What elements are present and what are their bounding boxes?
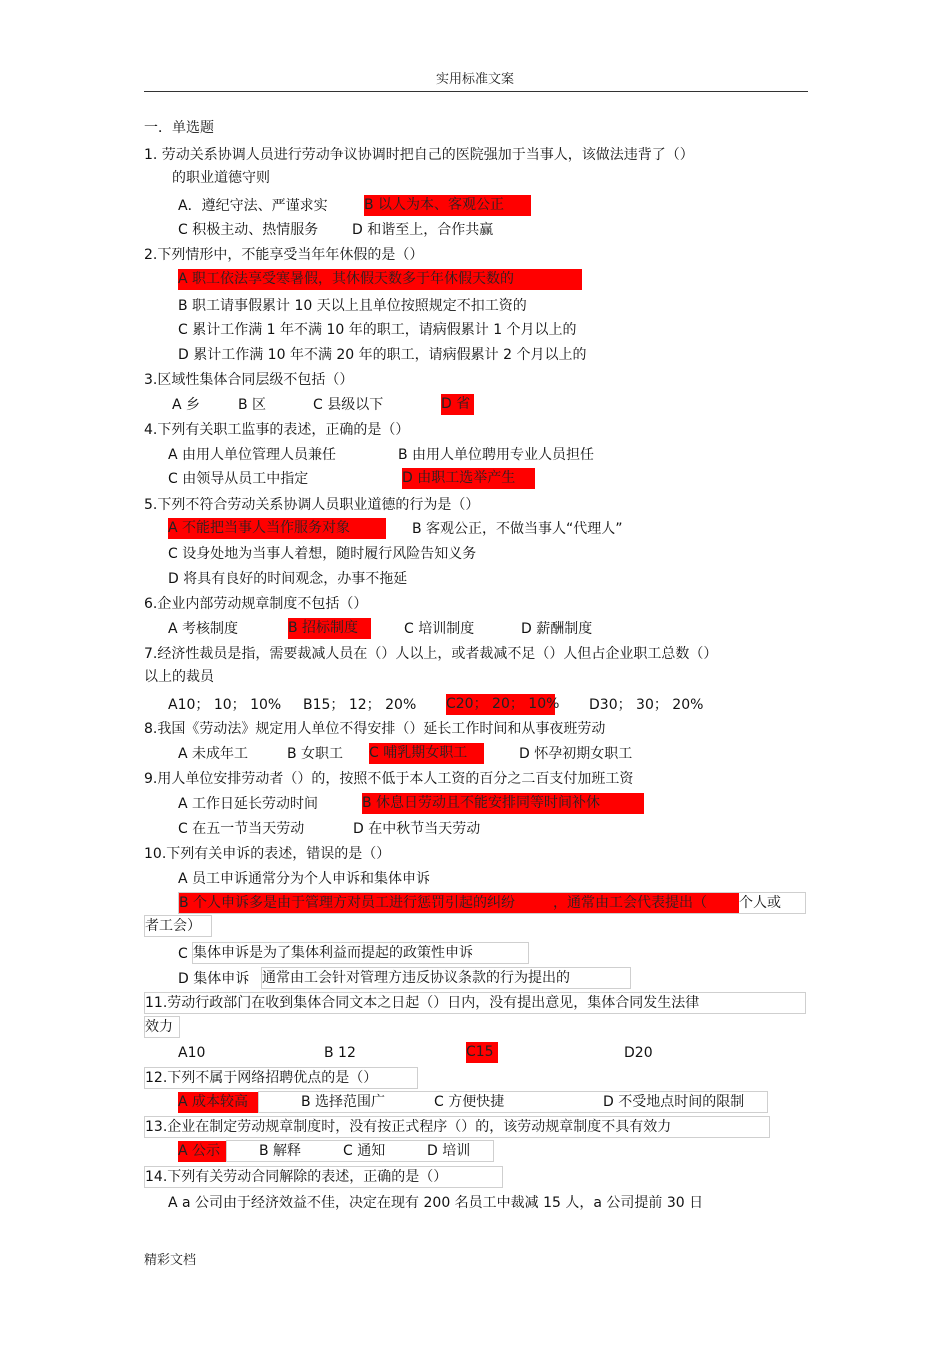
q12-options-box: [258, 1091, 768, 1113]
q2-option-d: D 累计工作满 10 年不满 20 年的职工，请病假累计 2 个月以上的: [178, 347, 587, 363]
q5-option-c: C 设身处地为当事人着想，随时履行风险告知义务: [168, 546, 477, 562]
q6-option-c: C 培训制度: [404, 621, 475, 637]
q10-option-b-answer: B 个人申诉多是由于管理方对员工进行惩罚引起的纠纷: [179, 893, 553, 913]
q9-option-b-answer: B 休息日劳动且不能安排同等时间补休: [362, 793, 644, 814]
q4-stem: 4.下列有关职工监事的表述，正确的是（）: [144, 422, 410, 438]
q2-option-a-answer: A 职工依法享受寒暑假，其休假天数多于年休假天数的: [178, 269, 582, 290]
q5-stem: 5.下列不符合劳动关系协调人员职业道德的行为是（）: [144, 497, 480, 513]
q7-option-a: A10； 10； 10%: [168, 697, 282, 713]
q8-option-b: B 女职工: [287, 746, 344, 762]
q12-option-c: C 方便快捷: [434, 1094, 505, 1110]
q2-option-c: C 累计工作满 1 年不满 10 年的职工，请病假累计 1 个月以上的: [178, 322, 577, 338]
q10-option-b-box: [178, 892, 806, 914]
q8-option-d: D 怀孕初期女职工: [519, 746, 633, 762]
q1-option-c: C 积极主动、热情服务: [178, 222, 319, 238]
q7-stem-cont: 以上的裁员: [144, 669, 214, 685]
q3-option-d-answer: D 省: [441, 394, 474, 415]
q10-option-d: 通常由工会针对管理方违反协议条款的行为提出的: [261, 967, 631, 989]
q12-option-b: B 选择范围广: [301, 1094, 386, 1110]
q5-option-a-answer: A 不能把当事人当作服务对象: [168, 518, 386, 539]
q11-option-b: B 12: [324, 1045, 356, 1061]
q10-option-b-answer-cont: ，通常由工会代表提出（: [553, 893, 739, 913]
section-title: 一．单选题: [144, 120, 214, 136]
q1-option-d: D 和谐至上，合作共赢: [352, 222, 494, 238]
q6-option-a: A 考核制度: [168, 621, 239, 637]
q3-option-c: C 县级以下: [313, 397, 384, 413]
q13-option-c: C 通知: [343, 1143, 386, 1159]
q13-options-box: [226, 1140, 494, 1162]
q11-option-d: D20: [624, 1045, 653, 1061]
q6-option-d: D 薪酬制度: [521, 621, 593, 637]
q10-option-d-lead: D 集体申诉: [178, 971, 250, 987]
q13-option-b: B 解释: [259, 1143, 302, 1159]
q10-option-a: A 员工申诉通常分为个人申诉和集体申诉: [178, 871, 431, 887]
q6-stem: 6.企业内部劳动规章制度不包括（）: [144, 596, 368, 612]
q2-option-b: B 职工请事假累计 10 天以上且单位按照规定不扣工资的: [178, 298, 527, 314]
q1-option-a: A．遵纪守法、严谨求实: [178, 198, 328, 214]
q1-option-b-answer: B 以人为本、客观公正: [364, 195, 531, 216]
q11-option-c-answer: C15: [466, 1042, 498, 1063]
q4-option-a: A 由用人单位管理人员兼任: [168, 447, 337, 463]
q7-option-d: D30； 30； 20%: [589, 697, 704, 713]
q5-option-d: D 将具有良好的时间观念，办事不拖延: [168, 571, 408, 587]
q11-stem-cont: 效力: [144, 1016, 180, 1038]
page-header: 实用标准文案: [435, 72, 514, 87]
q10-option-c-letter: C: [178, 946, 188, 962]
q12-stem: 12.下列不属于网络招聘优点的是（）: [144, 1067, 418, 1089]
q10-option-b-cont: 者工会）: [144, 915, 212, 937]
q11-option-a: A10: [178, 1045, 206, 1061]
q9-option-d: D 在中秋节当天劳动: [353, 821, 481, 837]
q10-stem: 10.下列有关申诉的表述，错误的是（）: [144, 846, 391, 862]
q14-stem: 14.下列有关劳动合同解除的表述，正确的是（）: [144, 1166, 503, 1188]
q4-option-c: C 由领导从员工中指定: [168, 471, 309, 487]
q3-option-a: A 乡: [172, 397, 201, 413]
q8-stem: 8.我国《劳动法》规定用人单位不得安排（）延长工作时间和从事夜班劳动: [144, 721, 606, 737]
header-rule: [144, 91, 808, 92]
q10-option-c: 集体申诉是为了集体利益而提起的政策性申诉: [192, 942, 529, 964]
q13-stem: 13.企业在制定劳动规章制度时，没有按正式程序（）的，该劳动规章制度不具有效力: [144, 1116, 770, 1138]
q8-option-c-answer: C 哺乳期女职工: [369, 743, 484, 764]
q7-stem: 7.经济性裁员是指，需要裁减人员在（）人以上，或者裁减不足（）人但占企业职工总数（）: [144, 646, 718, 662]
q4-option-b: B 由用人单位聘用专业人员担任: [398, 447, 595, 463]
q9-stem: 9.用人单位安排劳动者（）的，按照不低于本人工资的百分之二百支付加班工资: [144, 771, 634, 787]
q13-option-d: D 培训: [427, 1143, 471, 1159]
q9-option-a: A 工作日延长劳动时间: [178, 796, 319, 812]
q8-option-a: A 未成年工: [178, 746, 249, 762]
q9-option-c: C 在五一节当天劳动: [178, 821, 305, 837]
q5-option-b: B 客观公正，不做当事人“代理人”: [412, 521, 623, 537]
q1-stem: 1. 劳动关系协调人员进行劳动争议协调时把自己的医院强加于当事人，该做法违背了（）: [144, 147, 694, 163]
q3-stem: 3.区域性集体合同层级不包括（）: [144, 372, 354, 388]
q10-option-b-tail: 个人或: [739, 895, 781, 911]
q11-stem: 11.劳动行政部门在收到集体合同文本之日起（）日内，没有提出意见，集体合同发生法律: [144, 992, 806, 1014]
page-footer: 精彩文档: [144, 1253, 197, 1268]
q12-option-d: D 不受地点时间的限制: [603, 1094, 745, 1110]
q1-stem-cont: 的职业道德守则: [172, 170, 270, 186]
q13-option-a-answer: A 公示: [178, 1141, 226, 1162]
q14-option-a: A a 公司由于经济效益不佳，决定在现有 200 名员工中裁减 15 人，a 公司提前 30 日: [168, 1195, 704, 1211]
q2-stem: 2.下列情形中，不能享受当年年休假的是（）: [144, 247, 424, 263]
q4-option-d-answer: D 由职工选举产生: [402, 468, 535, 489]
q7-option-c-answer: C20； 20； 10%: [446, 694, 555, 715]
q6-option-b-answer: B 招标制度: [288, 618, 371, 639]
q7-option-b: B15； 12； 20%: [303, 697, 417, 713]
q3-option-b: B 区: [238, 397, 267, 413]
q12-option-a-answer: A 成本较高: [178, 1092, 258, 1113]
